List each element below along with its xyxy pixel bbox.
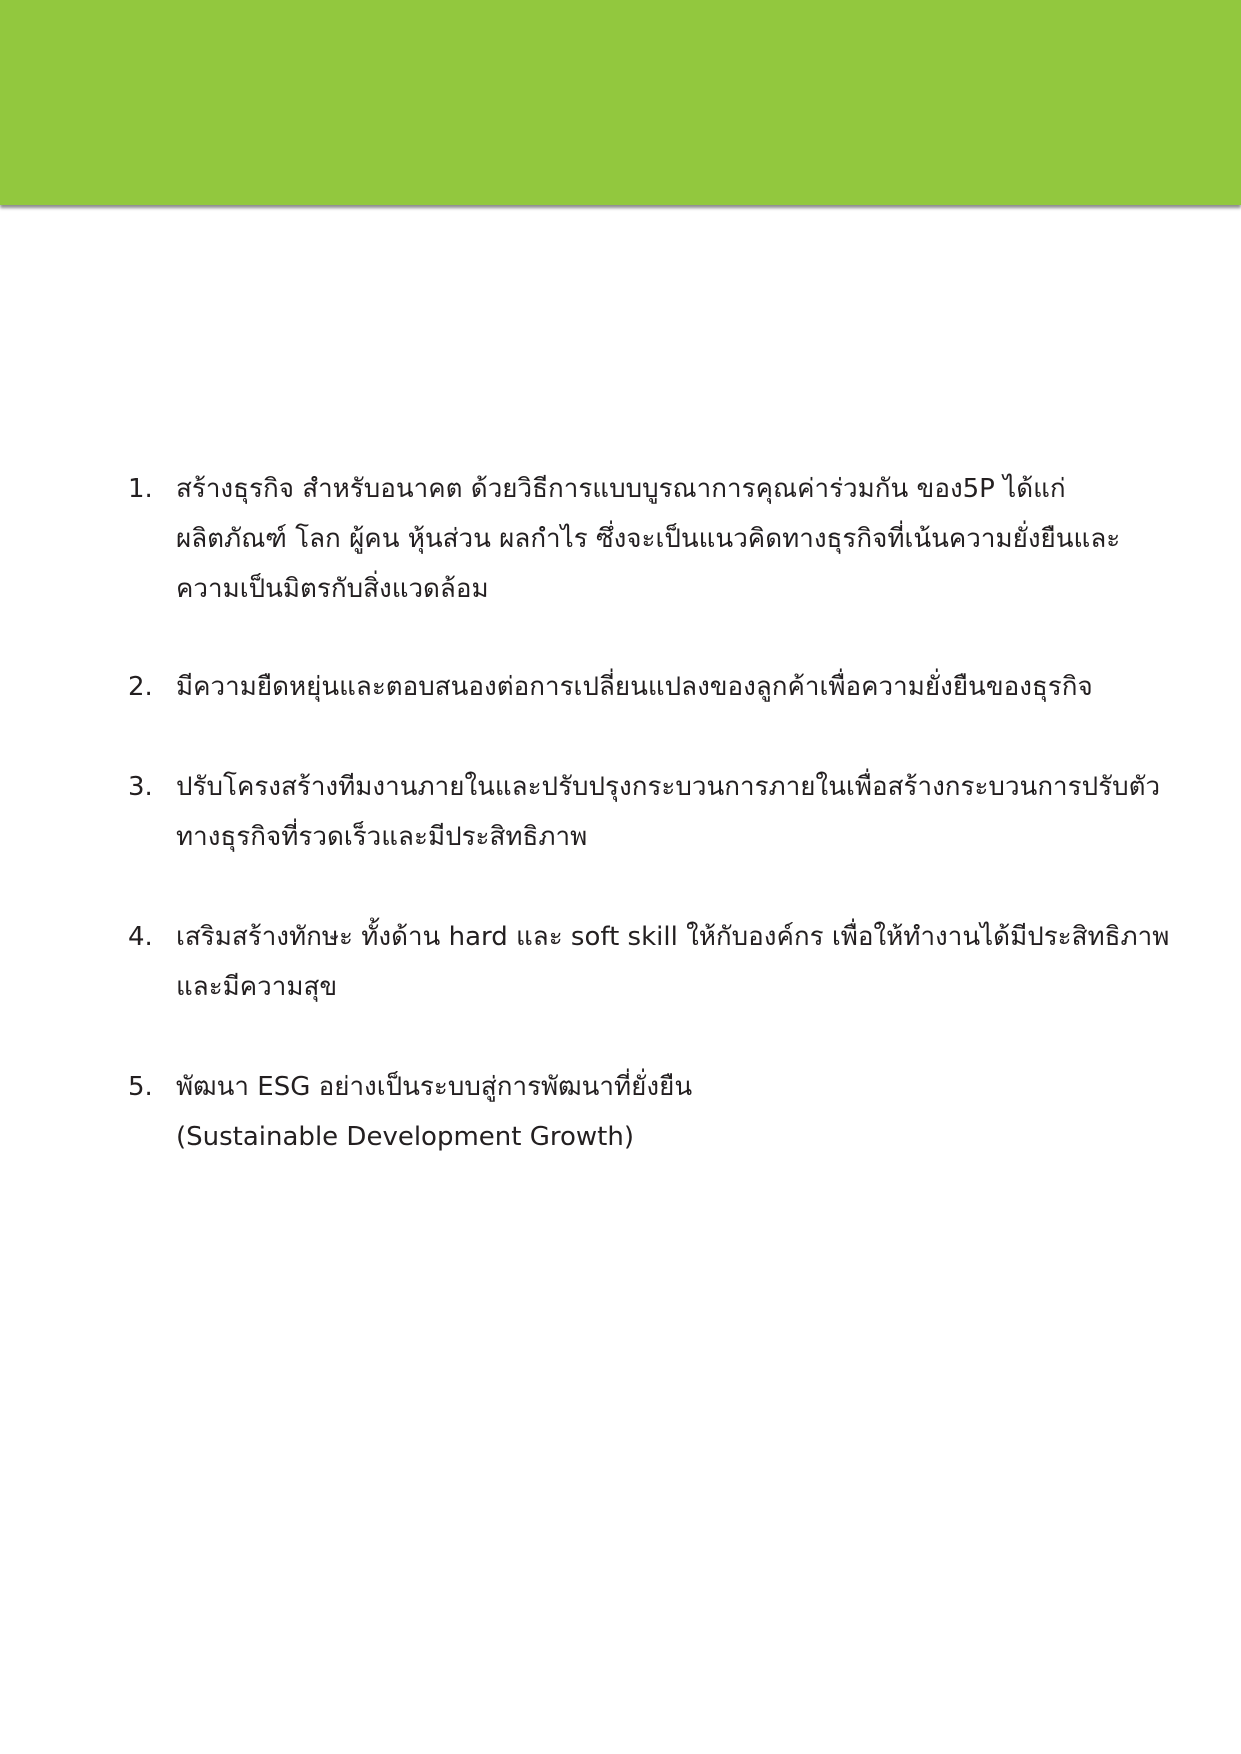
list-item: [128, 662, 1178, 712]
list-item-line: มีความยืดหยุ่นและตอบสนองต่อการเปลี่ยนแปลงของลูกค้าเพื่อความยั่งยืนของธุรกิจ: [176, 672, 1093, 702]
list-item-line: เสริมสร้างทักษะ ทั้งด้าน hard และ soft skill ให้กับองค์กร เพื่อให้ทำงานได้มีประสิทธิภาพ: [176, 922, 1170, 952]
list-item: [128, 1062, 1178, 1162]
list-item-number: 3.: [128, 772, 153, 802]
list-item-line: ผลิตภัณฑ์ โลก ผู้คน หุ้นส่วน ผลกำไร ซึ่งจะเป็นแนวคิดทางธุรกิจที่เน้นความยั่งยืนและ: [176, 524, 1121, 554]
list-item-text: [176, 912, 1178, 1012]
list-item: [128, 912, 1178, 1012]
list-item-number: 1.: [128, 474, 153, 504]
list-item-line: ความเป็นมิตรกับสิ่งแวดล้อม: [176, 574, 489, 604]
list-item-line: และมีความสุข: [176, 972, 338, 1002]
list-item-number: 2.: [128, 672, 153, 702]
list-item-text: [176, 1062, 1178, 1162]
list-item-text: [176, 662, 1178, 712]
list-item-number: 5.: [128, 1072, 153, 1102]
list-item-text: [176, 464, 1178, 614]
list-item: [128, 464, 1178, 614]
list-item-number: 4.: [128, 922, 153, 952]
header-band: [0, 0, 1241, 205]
list-item-line: ทางธุรกิจที่รวดเร็วและมีประสิทธิภาพ: [176, 822, 588, 852]
list-item-line: ปรับโครงสร้างทีมงานภายในและปรับปรุงกระบวนการภายในเพื่อสร้างกระบวนการปรับตัว: [176, 772, 1161, 802]
list-item-line: (Sustainable Development Growth): [176, 1122, 634, 1152]
list-item: [128, 762, 1178, 862]
list-item-text: [176, 762, 1178, 862]
list-item-line: พัฒนา ESG อย่างเป็นระบบสู่การพัฒนาที่ยั่งยืน: [176, 1072, 693, 1102]
goals-list: [128, 464, 1178, 1162]
list-item-line: สร้างธุรกิจ สำหรับอนาคต ด้วยวิธีการแบบบูรณาการคุณค่าร่วมกัน ของ5P ได้แก่: [176, 474, 1066, 504]
